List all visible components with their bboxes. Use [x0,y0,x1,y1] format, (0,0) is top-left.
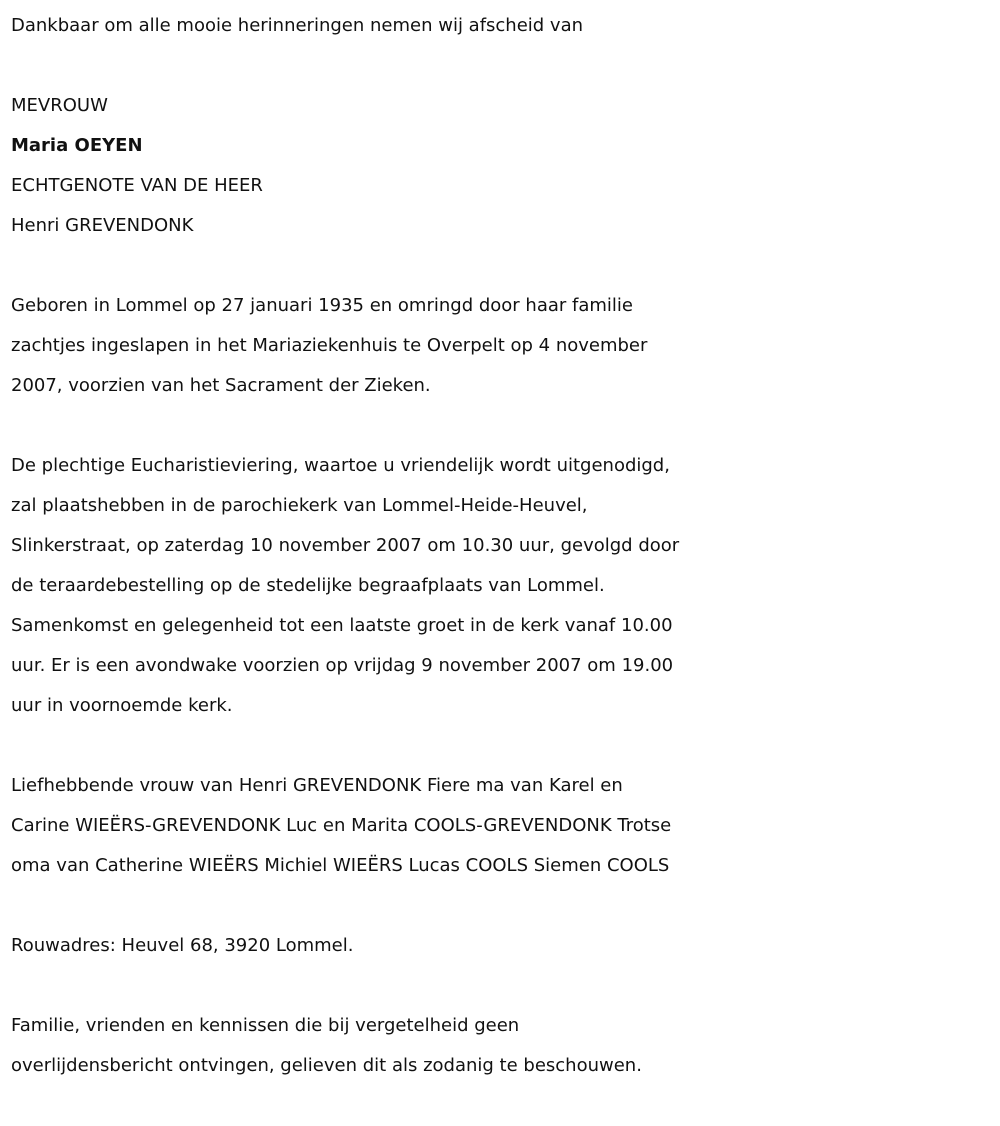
spacer [11,966,1000,1006]
paragraph-line: 2007, voorzien van het Sacrament der Zieken. [11,375,431,396]
paragraph-line: Liefhebbende vrouw van Henri GREVENDONK Fiere ma van Karel en [11,775,623,796]
paragraph-line: uur in voornoemde kerk. [11,695,233,716]
paragraph-line: oma van Catherine WIEËRS Michiel WIEËRS Lucas COOLS Siemen COOLS [11,855,670,876]
birth-death-paragraph [11,286,1000,406]
paragraph-line: De plechtige Eucharistieviering, waartoe u vriendelijk wordt uitgenodigd, [11,455,670,476]
paragraph-line: Geboren in Lommel op 27 januari 1935 en omringd door haar familie [11,295,633,316]
deceased-relation: ECHTGENOTE VAN DE HEER [11,175,263,196]
family-paragraph [11,766,1000,886]
mourning-address: Rouwadres: Heuvel 68, 3920 Lommel. [11,935,354,956]
spacer [11,886,1000,926]
paragraph-line: zal plaatshebben in de parochiekerk van Lommel-Heide-Heuvel, [11,495,588,516]
paragraph-line: overlijdensbericht ontvingen, gelieven dit als zodanig te beschouwen. [11,1055,642,1076]
spacer [11,46,1000,86]
paragraph-line: uur. Er is een avondwake voorzien op vrijdag 9 november 2007 om 19.00 [11,655,674,676]
spacer [11,246,1000,286]
paragraph-line: Slinkerstraat, op zaterdag 10 november 2007 om 10.30 uur, gevolgd door [11,535,680,556]
spouse-name: Henri GREVENDONK [11,215,194,236]
paragraph-line: Familie, vrienden en kennissen die bij vergetelheid geen [11,1015,520,1036]
paragraph-line: zachtjes ingeslapen in het Mariaziekenhuis te Overpelt op 4 november [11,335,648,356]
spacer [11,726,1000,766]
paragraph-line: Samenkomst en gelegenheid tot een laatste groet in de kerk vanaf 10.00 [11,615,673,636]
deceased-title: MEVROUW [11,95,108,116]
intro-text: Dankbaar om alle mooie herinneringen nemen wij afscheid van [11,15,584,36]
deceased-name: Maria OEYEN [11,135,143,156]
closing-paragraph [11,1006,1000,1086]
paragraph-line: de teraardebestelling op de stedelijke begraafplaats van Lommel. [11,575,605,596]
spacer [11,406,1000,446]
ceremony-paragraph [11,446,1000,726]
paragraph-line: Carine WIEËRS-GREVENDONK Luc en Marita COOLS-GREVENDONK Trotse [11,815,672,836]
